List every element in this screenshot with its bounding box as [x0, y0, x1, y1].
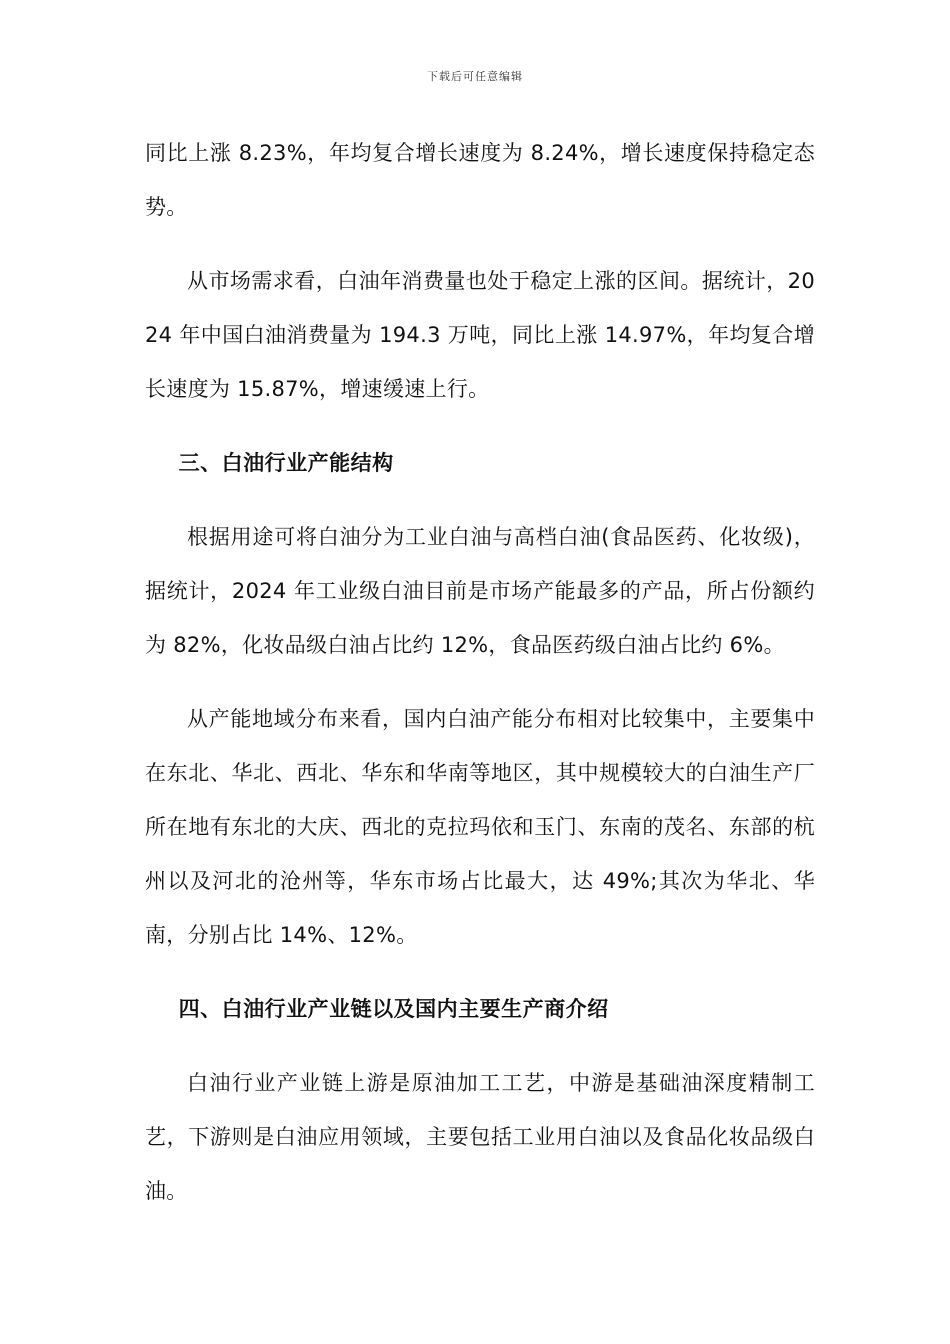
section-heading-capacity-structure: 三、白油行业产能结构 [178, 451, 394, 475]
document-body [145, 126, 815, 1238]
paragraph-product-share: 根据用途可将白油分为工业白油与高档白油(食品医药、化妆级)，据统计，2024 年工业级白油目前是市场产能最多的产品，所占份额约为 82%，化妆品级白油占比约 12%，食品医药级白油占比约 6%。 [145, 525, 815, 657]
paragraph-industry-chain: 白油行业产业链上游是原油加工工艺，中游是基础油深度精制工艺，下游则是白油应用领域，主要包括工业用白油以及食品化妆品级白油。 [145, 1071, 815, 1203]
section-heading-industry-chain: 四、白油行业产业链以及国内主要生产商介绍 [178, 997, 609, 1021]
paragraph-growth-rate: 同比上涨 8.23%，年均复合增长速度为 8.24%，增长速度保持稳定态势。 [145, 141, 815, 219]
paragraph-regional-distribution: 从产能地域分布来看，国内白油产能分布相对比较集中，主要集中在东北、华北、西北、华东和华南等地区，其中规模较大的白油生产厂所在地有东北的大庆、西北的克拉玛依和玉门、东南的茂名、东部的杭州以及河北的沧州等，华东市场占比最大，达 49%;其次为华北、华南，分别占比 14%、12%。 [145, 707, 815, 947]
header-note: 下载后可任意编辑 [427, 70, 523, 83]
paragraph-market-demand: 从市场需求看，白油年消费量也处于稳定上涨的区间。据统计，2024 年中国白油消费量为 194.3 万吨，同比上涨 14.97%，年均复合增长速度为 15.87%，增速缓速上行。 [145, 269, 815, 401]
